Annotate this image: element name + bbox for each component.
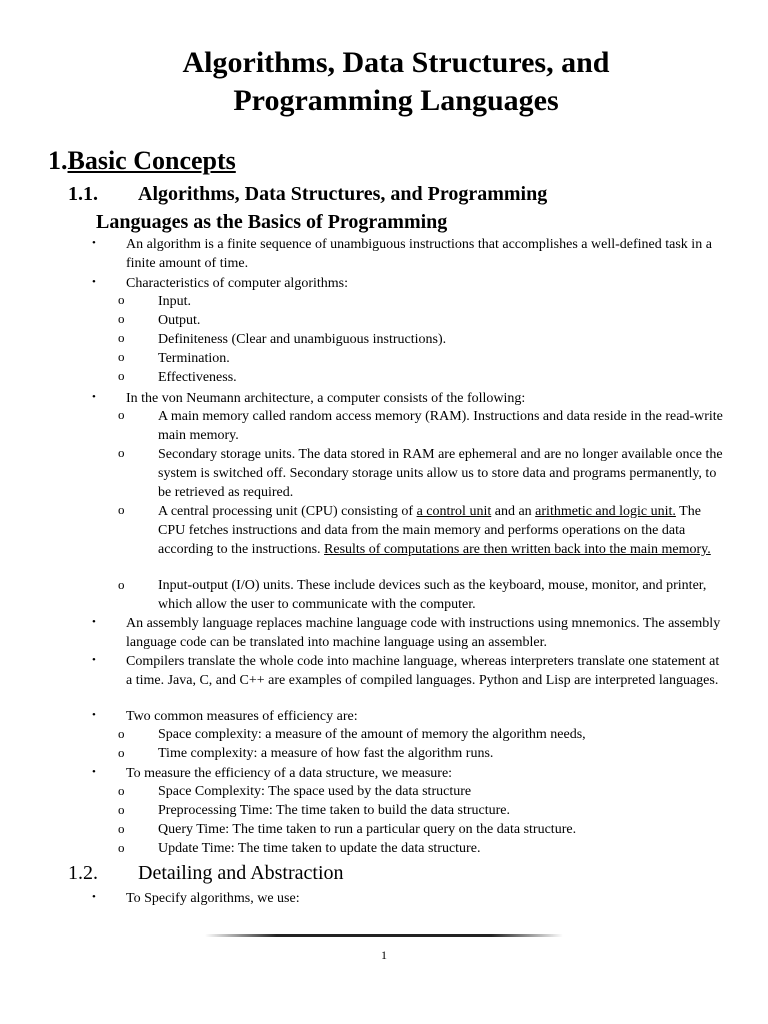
cpu-text-e: The CPU fetches instructions and data from the main memory and performs operations on the data according to the instructions. — [158, 504, 701, 557]
sub-list-item: Preprocessing Time: The time taken to build the data structure. — [158, 803, 511, 818]
sub-list-item: Secondary storage units. The data stored in RAM are ephemeral and are no longer available once the system is switched off. Secondary storage units allow us to store data and programs permanently, to be retrieved as required. — [158, 447, 723, 500]
sub-bullet-marker: o — [118, 445, 125, 460]
title-line-2: Programming Languages — [233, 84, 559, 117]
bullet-marker: • — [92, 616, 96, 628]
sub-bullet-marker: o — [118, 292, 125, 307]
sub-bullet-marker: o — [118, 802, 125, 817]
sub-list-item: Effectiveness. — [158, 370, 237, 385]
title-line-1: Algorithms, Data Structures, and — [182, 46, 610, 79]
sub-list-item: Space complexity: a measure of the amount of memory the algorithm needs, — [158, 727, 586, 742]
sub-bullet-marker: o — [118, 368, 125, 383]
section-1-title: Basic Concepts — [67, 146, 236, 175]
sub-list-item: Termination. — [158, 351, 230, 366]
sub-bullet-marker: o — [118, 840, 125, 855]
sub-list-item: Input-output (I/O) units. These include devices such as the keyboard, mouse, monitor, and printer, which allow the user to communicate with the computer. — [158, 578, 707, 612]
results-underlined: Results of computations are then written back into the main memory. — [324, 542, 711, 557]
list-item: Compilers translate the whole code into machine language, whereas interpreters translate one statement at a time. Java, C, and C++ are examples of compiled languages. Python and Lisp are interpreted languages. — [126, 654, 720, 688]
section-1-heading — [48, 146, 236, 176]
sub-bullet-marker: o — [118, 349, 125, 364]
section-1-2-title: Detailing and Abstraction — [138, 862, 344, 884]
sub-bullet-marker: o — [118, 311, 125, 326]
sub-list-item: Query Time: The time taken to run a particular query on the data structure. — [158, 822, 577, 837]
sub-list-item: A main memory called random access memory (RAM). Instructions and data reside in the read-write main memory. — [158, 409, 723, 443]
sub-list-item: Definiteness (Clear and unambiguous instructions). — [158, 332, 447, 347]
cpu-text-a: A central processing unit (CPU) consisting of — [158, 504, 417, 519]
bullet-marker: • — [92, 391, 96, 403]
sub-bullet-marker: o — [118, 726, 125, 741]
sub-bullet-marker: o — [118, 407, 125, 422]
list-item: To Specify algorithms, we use: — [126, 891, 300, 906]
sub-list-item-cpu — [158, 502, 724, 559]
footer-divider — [205, 934, 563, 937]
page-number: 1 — [381, 948, 387, 962]
list-item: Two common measures of efficiency are: — [126, 709, 358, 724]
control-unit-underlined: a control unit — [416, 504, 492, 519]
sub-list-item: Update Time: The time taken to update the data structure. — [158, 841, 481, 856]
bullet-marker: • — [92, 766, 96, 778]
sub-list-item: Time complexity: a measure of how fast the algorithm runs. — [158, 746, 494, 761]
section-1-1-title-line-2: Languages as the Basics of Programming — [96, 211, 448, 233]
list-item: An assembly language replaces machine language code with instructions using mnemonics. The assembly language code can be translated into machine language using an assembler. — [126, 616, 721, 650]
list-item: An algorithm is a finite sequence of unambiguous instructions that accomplishes a well-defined task in a finite amount of time. — [126, 237, 712, 271]
bullet-marker: • — [92, 276, 96, 288]
sub-bullet-marker: o — [118, 330, 125, 345]
list-item: In the von Neumann architecture, a computer consists of the following: — [126, 391, 526, 406]
cpu-text-c: and an — [491, 504, 536, 519]
bullet-marker: • — [92, 237, 96, 249]
sub-bullet-marker: o — [118, 502, 125, 517]
sub-list-item: Input. — [158, 294, 192, 309]
section-1-number: 1. — [48, 146, 68, 175]
sub-list-item: Output. — [158, 313, 201, 328]
list-item: To measure the efficiency of a data structure, we measure: — [126, 766, 453, 781]
document-title — [60, 44, 732, 120]
section-1-1-number: 1.1. — [68, 183, 98, 205]
bullet-marker: • — [92, 709, 96, 721]
sub-list-item: Space Complexity: The space used by the data structure — [158, 784, 472, 799]
section-1-2-number: 1.2. — [68, 862, 98, 884]
list-item: Characteristics of computer algorithms: — [126, 276, 348, 291]
bullet-marker: • — [92, 891, 96, 903]
alu-underlined: arithmetic and logic unit. — [535, 504, 676, 519]
sub-bullet-marker: o — [118, 783, 125, 798]
sub-bullet-marker: o — [118, 745, 125, 760]
sub-bullet-marker: o — [118, 577, 125, 592]
section-1-1-title-line-1: Algorithms, Data Structures, and Programming — [138, 183, 548, 205]
bullet-marker: • — [92, 654, 96, 666]
sub-bullet-marker: o — [118, 821, 125, 836]
